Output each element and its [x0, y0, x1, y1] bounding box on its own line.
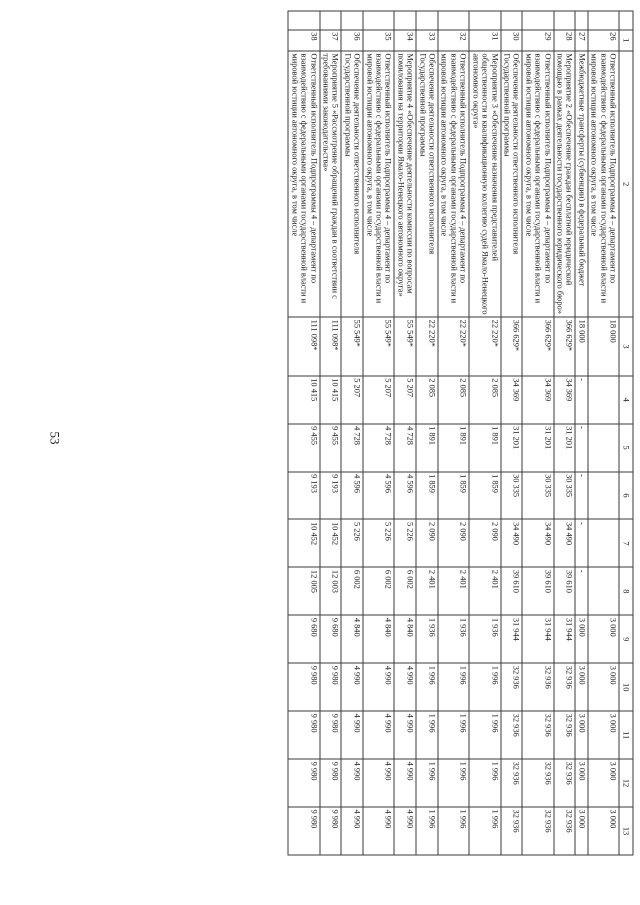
amount-cell: 5 207	[363, 376, 394, 424]
budget-table-sheet	[112, 11, 634, 856]
amount-cell: 2 085	[469, 376, 500, 424]
table-row	[522, 11, 553, 855]
amount-cell: 4 990	[341, 663, 363, 711]
amount-cell: -	[575, 567, 587, 615]
amount-cell: 4 728	[363, 424, 394, 472]
amount-cell: 2 090	[469, 519, 500, 567]
amount-cell: 1 996	[416, 759, 438, 807]
amount-cell: -	[575, 472, 587, 520]
amount-cell: 366 629*	[501, 317, 523, 376]
row-description-cell: Мероприятие 2 «Обеспечение граждан бесплатной юридической помощью в рамках деятельности государственного юридического бюро»	[554, 51, 576, 317]
row-number-cell: 33	[416, 30, 438, 51]
row-description-cell: Ответственный исполнитель Подпрограммы 4 – департамент по взаимодействию с федеральными органами государственной власти и мировой юстиции автономного округа, в том числе	[438, 51, 469, 317]
amount-cell	[588, 424, 619, 472]
amount-cell: 3 000	[575, 759, 587, 807]
row-gutter-cell	[341, 11, 363, 30]
amount-cell: 4 990	[341, 759, 363, 807]
row-number-cell: 29	[522, 30, 553, 51]
amount-cell: 1 859	[438, 472, 469, 520]
row-gutter-cell	[438, 11, 469, 30]
amount-cell: 366 629*	[522, 317, 553, 376]
row-description-cell: Мероприятие 4 «Обеспечение деятельности комиссии по вопросам помилования на территории Ямало-Ненецкого автономного округа»	[394, 51, 416, 317]
table-header-cell: 12	[619, 759, 633, 807]
row-gutter-cell	[588, 11, 619, 30]
amount-cell: 22 220*	[438, 317, 469, 376]
amount-cell: 1 996	[438, 807, 469, 855]
amount-cell: 5 226	[341, 519, 363, 567]
amount-cell: 6 002	[341, 567, 363, 615]
row-number-cell: 32	[438, 30, 469, 51]
amount-cell: 22 220*	[416, 317, 438, 376]
row-gutter-cell	[288, 11, 319, 30]
amount-cell: 9 680	[320, 615, 342, 663]
table-header-cell: 6	[619, 472, 633, 520]
amount-cell: 2 401	[416, 567, 438, 615]
amount-cell: 3 000	[575, 615, 587, 663]
row-gutter-cell	[320, 11, 342, 30]
amount-cell: 1 891	[469, 424, 500, 472]
amount-cell	[588, 376, 619, 424]
row-description-cell: Ответственный исполнитель Подпрограммы 4 – департамент по взаимодействию с федеральными органами государственной власти и мировой юстиции автономного округа, в том числе	[588, 51, 619, 317]
table-row	[341, 11, 363, 855]
amount-cell: 1 996	[469, 711, 500, 759]
amount-cell: -	[575, 519, 587, 567]
amount-cell: 3 000	[588, 663, 619, 711]
row-gutter-cell	[522, 11, 553, 30]
amount-cell: 9 455	[288, 424, 319, 472]
table-header-cell: 3	[619, 317, 633, 376]
amount-cell: 10 452	[320, 519, 342, 567]
row-description-cell: Ответственный исполнитель Подпрограммы 4 – департамент по взаимодействию с федеральными органами государственной власти и мировой юстиции автономного округа, в том числе	[363, 51, 394, 317]
amount-cell: 3 000	[588, 759, 619, 807]
amount-cell: 9 980	[320, 807, 342, 855]
amount-cell: 4 840	[363, 615, 394, 663]
amount-cell: 4 990	[394, 663, 416, 711]
amount-cell: 32 936	[554, 711, 576, 759]
amount-cell: 18 000	[588, 317, 619, 376]
table-row	[469, 11, 500, 855]
amount-cell: 32 936	[522, 807, 553, 855]
table-row	[320, 11, 342, 855]
table-header-cell: 7	[619, 519, 633, 567]
amount-cell: 10 452	[288, 519, 319, 567]
amount-cell: 1 891	[416, 424, 438, 472]
amount-cell: 31 944	[554, 615, 576, 663]
amount-cell: 5 207	[394, 376, 416, 424]
amount-cell: 30 335	[501, 472, 523, 520]
table-header-cell: 2	[619, 51, 633, 317]
table-row	[438, 11, 469, 855]
amount-cell: 4 990	[363, 759, 394, 807]
amount-cell: 111 098*	[288, 317, 319, 376]
amount-cell: 31 201	[522, 424, 553, 472]
amount-cell: 34 490	[522, 519, 553, 567]
amount-cell: 1 996	[416, 711, 438, 759]
amount-cell: 55 549*	[363, 317, 394, 376]
amount-cell: 3 000	[588, 615, 619, 663]
amount-cell: 4 990	[363, 807, 394, 855]
amount-cell: 32 936	[501, 759, 523, 807]
row-number-cell: 27	[575, 30, 587, 51]
row-gutter-cell	[554, 11, 576, 30]
row-gutter-cell	[501, 11, 523, 30]
amount-cell: 4 840	[341, 615, 363, 663]
row-description-cell: Обеспечение деятельности ответственного исполнителя Государственной программы	[341, 51, 363, 317]
amount-cell: 55 549*	[394, 317, 416, 376]
amount-cell: 1 936	[416, 615, 438, 663]
row-description-cell: Ответственный исполнитель Подпрограммы 4 – департамент по взаимодействию с федеральными органами государственной власти и мировой юстиции автономного округа, в том числе	[288, 51, 319, 317]
table-row	[363, 11, 394, 855]
amount-cell: 31 944	[501, 615, 523, 663]
amount-cell: 39 610	[522, 567, 553, 615]
amount-cell: 6 002	[363, 567, 394, 615]
amount-cell: 9 980	[320, 759, 342, 807]
table-row	[575, 11, 587, 855]
row-description-cell: Мероприятие 3 «Обеспечение назначения представителей общественности в квалификационную коллегию судей Ямало-Ненецкого автономного округа»	[469, 51, 500, 317]
amount-cell: 34 369	[522, 376, 553, 424]
amount-cell: 32 936	[554, 663, 576, 711]
amount-cell: 18 000	[575, 317, 587, 376]
row-number-cell: 37	[320, 30, 342, 51]
amount-cell: 30 335	[522, 472, 553, 520]
row-description-cell: Обеспечение деятельности ответственного исполнителя Государственной программы	[501, 51, 523, 317]
table-header-cell: 10	[619, 663, 633, 711]
amount-cell: 4 990	[363, 663, 394, 711]
amount-cell: 1 996	[469, 759, 500, 807]
table-row	[288, 11, 319, 855]
amount-cell: 1 996	[469, 807, 500, 855]
amount-cell: 4 990	[363, 711, 394, 759]
amount-cell: 9 980	[288, 663, 319, 711]
table-row	[416, 11, 438, 855]
amount-cell: 10 415	[288, 376, 319, 424]
row-number-cell: 28	[554, 30, 576, 51]
amount-cell: 34 490	[554, 519, 576, 567]
amount-cell: 5 226	[363, 519, 394, 567]
amount-cell: 2 401	[438, 567, 469, 615]
amount-cell: 1 996	[438, 663, 469, 711]
row-number-cell: 38	[288, 30, 319, 51]
amount-cell: 55 549*	[341, 317, 363, 376]
amount-cell: 9 980	[320, 711, 342, 759]
amount-cell: 9 680	[288, 615, 319, 663]
amount-cell: 3 000	[588, 711, 619, 759]
amount-cell: 4 840	[394, 615, 416, 663]
row-number-cell: 36	[341, 30, 363, 51]
amount-cell	[588, 519, 619, 567]
row-description-cell: Обеспечение деятельности ответственного исполнителя Государственной программы	[416, 51, 438, 317]
table-header-cell: 5	[619, 424, 633, 472]
amount-cell: 1 936	[469, 615, 500, 663]
amount-cell: 9 980	[320, 663, 342, 711]
amount-cell: 366 629*	[554, 317, 576, 376]
amount-cell	[588, 472, 619, 520]
amount-cell: 32 936	[522, 759, 553, 807]
amount-cell: 1 996	[469, 663, 500, 711]
amount-cell: 32 936	[554, 759, 576, 807]
row-number-cell: 31	[469, 30, 500, 51]
amount-cell: 2 085	[416, 376, 438, 424]
table-header-cell: 8	[619, 567, 633, 615]
amount-cell: 9 193	[320, 472, 342, 520]
amount-cell: 32 936	[501, 663, 523, 711]
row-number-cell: 30	[501, 30, 523, 51]
amount-cell: 4 596	[363, 472, 394, 520]
row-gutter-cell	[575, 11, 587, 30]
amount-cell: 4 990	[394, 807, 416, 855]
amount-cell: 22 220*	[469, 317, 500, 376]
amount-cell: 9 455	[320, 424, 342, 472]
row-gutter-cell	[394, 11, 416, 30]
row-number-cell: 35	[363, 30, 394, 51]
amount-cell: 2 090	[416, 519, 438, 567]
amount-cell: 30 335	[554, 472, 576, 520]
table-header-cell: 13	[619, 807, 633, 855]
row-gutter-cell	[469, 11, 500, 30]
amount-cell: 31 944	[522, 615, 553, 663]
amount-cell: -	[575, 424, 587, 472]
amount-cell	[588, 567, 619, 615]
amount-cell: 12 003	[320, 567, 342, 615]
row-description-cell: Межбюджетные трансферты (субвенции) в федеральный бюджет	[575, 51, 587, 317]
amount-cell: 2 401	[469, 567, 500, 615]
amount-cell: 39 610	[554, 567, 576, 615]
table-row	[394, 11, 416, 855]
amount-cell: 5 226	[394, 519, 416, 567]
amount-cell: 4 596	[394, 472, 416, 520]
amount-cell: 2 090	[438, 519, 469, 567]
amount-cell: 4 990	[394, 759, 416, 807]
amount-cell: 1 996	[438, 711, 469, 759]
amount-cell: 32 936	[501, 711, 523, 759]
amount-cell: 4 728	[394, 424, 416, 472]
amount-cell: 34 369	[501, 376, 523, 424]
table-header-cell: 11	[619, 711, 633, 759]
amount-cell: 1 859	[416, 472, 438, 520]
amount-cell: 34 490	[501, 519, 523, 567]
table-body	[288, 11, 619, 855]
row-description-cell: Мероприятие 5 «Рассмотрение обращений граждан в соответствии с требованиями законодательства»	[320, 51, 342, 317]
amount-cell: 4 990	[341, 807, 363, 855]
amount-cell: 39 610	[501, 567, 523, 615]
amount-cell: 31 201	[554, 424, 576, 472]
amount-cell: 1 936	[438, 615, 469, 663]
amount-cell: 5 207	[341, 376, 363, 424]
amount-cell: 3 000	[588, 807, 619, 855]
amount-cell: 3 000	[575, 807, 587, 855]
amount-cell: 31 201	[501, 424, 523, 472]
budget-table	[288, 11, 634, 856]
table-header-row	[619, 11, 633, 855]
amount-cell: 9 980	[288, 807, 319, 855]
amount-cell: 1 859	[469, 472, 500, 520]
amount-cell: 32 936	[522, 711, 553, 759]
table-row	[554, 11, 576, 855]
row-number-cell: 26	[588, 30, 619, 51]
amount-cell: 4 990	[394, 711, 416, 759]
table-row	[588, 11, 619, 855]
amount-cell: 3 000	[575, 711, 587, 759]
amount-cell: 32 936	[554, 807, 576, 855]
amount-cell: 4 728	[341, 424, 363, 472]
amount-cell: 1 996	[416, 807, 438, 855]
amount-cell: 111 098*	[320, 317, 342, 376]
row-gutter-cell	[416, 11, 438, 30]
amount-cell: 2 085	[438, 376, 469, 424]
table-header-cell	[619, 11, 633, 30]
page-number: 53	[47, 431, 63, 445]
amount-cell: -	[575, 376, 587, 424]
amount-cell: 1 996	[416, 663, 438, 711]
amount-cell: 4 990	[341, 711, 363, 759]
table-header-cell: 1	[619, 30, 633, 51]
row-gutter-cell	[363, 11, 394, 30]
amount-cell: 9 980	[288, 759, 319, 807]
table-row	[501, 11, 523, 855]
amount-cell: 34 369	[554, 376, 576, 424]
amount-cell: 4 596	[341, 472, 363, 520]
row-number-cell: 34	[394, 30, 416, 51]
amount-cell: 3 000	[575, 663, 587, 711]
amount-cell: 9 193	[288, 472, 319, 520]
row-description-cell: Ответственный исполнитель Подпрограммы 4 – департамент по взаимодействию с федеральными органами государственной власти и мировой юстиции автономного округа, в том числе	[522, 51, 553, 317]
amount-cell: 32 936	[522, 663, 553, 711]
amount-cell: 1 996	[438, 759, 469, 807]
amount-cell: 10 415	[320, 376, 342, 424]
table-header-cell: 4	[619, 376, 633, 424]
table-header-cell: 9	[619, 615, 633, 663]
amount-cell: 1 891	[438, 424, 469, 472]
amount-cell: 32 936	[501, 807, 523, 855]
amount-cell: 12 005	[288, 567, 319, 615]
amount-cell: 6 002	[394, 567, 416, 615]
amount-cell: 9 980	[288, 711, 319, 759]
